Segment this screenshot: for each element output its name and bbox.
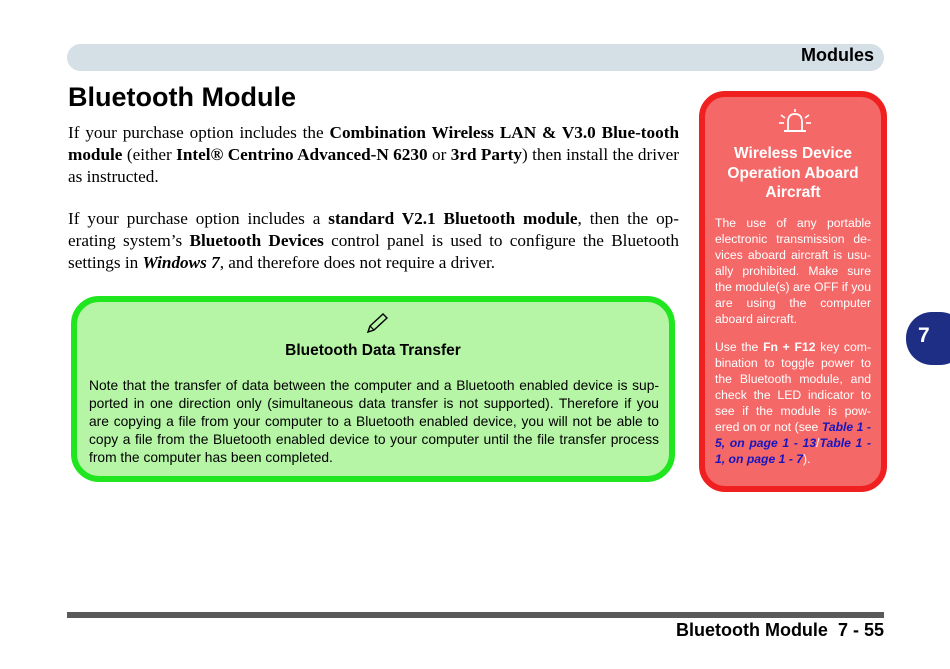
footer-section: Bluetooth Module: [675, 620, 828, 640]
intro-paragraph: If your purchase option includes the Combination Wireless LAN & V3.0 Blue-tooth module (either Intel® Centrino Advanced-N 6230 or 3rd Party) then install the driver as instructed.: [68, 123, 680, 186]
driver-paragraph: If your purchase option includes a standard V2.1 Bluetooth module, then the op-erating system’s Bluetooth Devices control panel is used to configure the Bluetooth settings in Windows 7, and therefore does not require a driver.: [68, 209, 680, 272]
note-text: Note that the transfer of data between the computer and a Bluetooth enabled device is sup-ported in one direction only (simultaneous data transfer is not supported). Therefore if you are copying a file from your computer to a Bluetooth enabled device, you will not be able to copy a file from the Bluetooth enabled device to your computer until the file transfer process from the computer has been completed.: [89, 378, 659, 465]
note-title: Bluetooth Data Transfer: [285, 342, 461, 359]
warning-title: Wireless Device Operation Aboard Aircraft: [727, 145, 859, 201]
page-title: Bluetooth Module: [68, 82, 296, 112]
warning-box: [699, 91, 887, 492]
chapter-tab: [906, 312, 950, 365]
pencil-icon: [365, 312, 389, 334]
footer: [676, 620, 884, 641]
table-1-1-link[interactable]: Table 1 - 1, on page 1 - 7: [715, 436, 871, 466]
note-box: [71, 296, 675, 482]
warning-text-aircraft: The use of any portable electronic transmission de-vices aboard aircraft is usu-ally prohibited. Make sure the module(s) are OFF if you are using the computer aboard aircraft.: [715, 216, 871, 326]
table-1-5-link[interactable]: Table 1 - 5, on page 1 - 13: [715, 420, 871, 450]
alarm-icon: [778, 109, 812, 135]
warning-text-toggle: Use the Fn + F12 key com-bination to toggle power to the Bluetooth module, and check the LED indicator to see if the module is pow-ered on or not (see Table 1 - 5, on page 1 - 13/Table 1 - 1, on page 1 - 7).: [715, 340, 872, 466]
header-bar: [67, 44, 884, 71]
footer-divider: [67, 612, 884, 618]
header-section-title: Modules: [800, 45, 874, 65]
chapter-number: 7: [918, 324, 930, 347]
page-number: 7 - 55: [837, 620, 884, 640]
